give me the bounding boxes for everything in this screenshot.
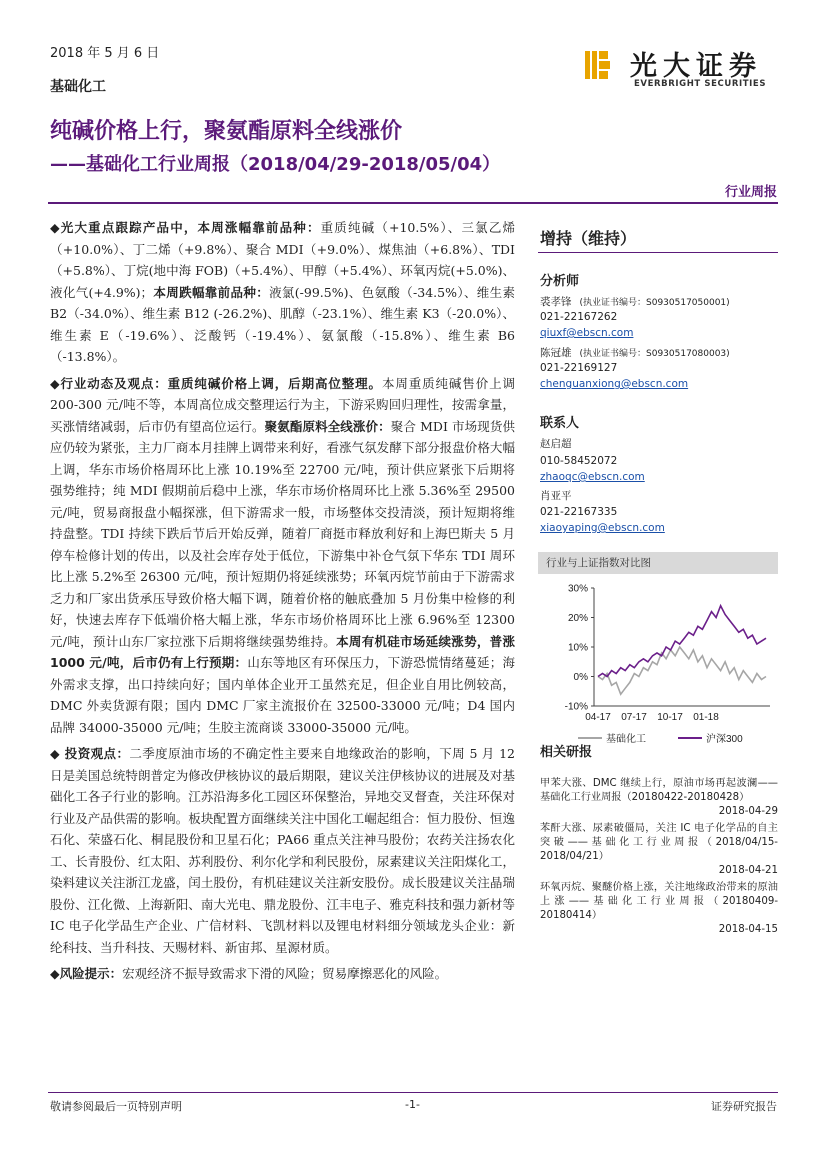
- industry-heading: ◆行业动态及观点：重质纯碱价格上调，后期高位整理。: [50, 375, 382, 391]
- contact-1-phone: 010-58452072: [540, 455, 618, 467]
- risk-text: 宏观经济不振导致需求下滑的风险；贸易摩擦恶化的风险。: [122, 966, 448, 981]
- report-subtitle: ——基础化工行业周报（2018/04/29-2018/05/04）: [50, 154, 501, 175]
- analyst-1-phone: 021-22167262: [540, 311, 618, 323]
- footer-disclaimer: 敬请参阅最后一页特别声明: [50, 1100, 182, 1113]
- research-item[interactable]: [540, 881, 778, 937]
- everbright-logo-icon: [581, 49, 613, 81]
- y-tick-label: 0%: [573, 672, 588, 683]
- research-item-date: 2018-04-15: [718, 924, 778, 935]
- y-tick-label: 10%: [567, 642, 588, 654]
- y-tick-label: 20%: [567, 613, 588, 624]
- industry-text-1: 本周重质纯碱售价上调 200-300 元/吨不等，本周高位成交整理运行为主，下游采购回归理性，按需拿量，买涨情绪减弱，后市仍有望高位运行。: [50, 375, 515, 434]
- products-up-text: 重质纯碱（+10.5%）、三氯乙烯（+10.0%）、丁二烯（+9.8%）、聚合 MDI（+9.0%）、煤焦油（+6.8%）、TDI（+5.8%）、丁烷(地中海 FOB)（+5.4%）、甲醇（+5.4%）、环氧丙烷(+5.0%)、液化气(+4.9%)；: [50, 220, 515, 300]
- series-line-hs300: [598, 606, 766, 677]
- products-down-heading: 本周跌幅靠前品种：: [153, 284, 270, 300]
- products-down-text: 液氯(-99.5%)、色氨酸（-34.5%）、维生素 B2（-34.0%）、维生素 B12 (-26.2%)、肌醇（-23.1%）、维生素 K3（-20.0%）、维生素 E（-19.6%）、泛酸钙（-19.4%）、氨氯酸（-15.8%）、维生素 B6（-13.8%）。: [50, 284, 515, 364]
- products-heading: ◆光大重点跟踪产品中，本周涨幅靠前品种：: [50, 220, 321, 235]
- chart-caption: 行业与上证指数对比图: [538, 552, 778, 574]
- contact-2-email[interactable]: xiaoyaping@ebscn.com: [540, 522, 665, 534]
- chart-svg: [538, 574, 778, 752]
- x-tick-label: 01-18: [693, 712, 719, 723]
- industry-text-3: 山东等地区有环保压力，下游恐慌情绪蔓延；海外需求支撑，出口持续向好；国内单体企业开工虽然充足，但企业自用比例较高，DMC 外卖货源有限；国内 DMC 厂家主流报价在 32500-33000 元/吨；D4 国内品牌 34000-35000 元/吨；生胶主流商谈 33000-35000 元/吨。: [50, 655, 515, 735]
- analyst-2-license: (执业证书编号：S0930517080003): [579, 349, 730, 359]
- research-item-date: 2018-04-29: [718, 806, 778, 817]
- footer-divider: [48, 1092, 778, 1093]
- x-tick-label: 04-17: [585, 712, 611, 723]
- comparison-chart: [538, 552, 778, 756]
- research-item-title: 苯酐大涨、尿素破僵局，关注 IC 电子化学品的自主突破——基础化工行业周报（2018/04/15-2018/04/21）: [540, 823, 778, 862]
- y-tick-label: -10%: [564, 701, 588, 713]
- industry-text-2: 聚合 MDI 市场现货供应仍较为紧张，主力厂商本月挂牌上调带来利好，看涨气氛发酵下部分报盘价格大幅上调，华东市场价格周环比上涨 10.19%至 22700 元/吨，预计供应紧张下后期将强势维持；纯 MDI 假期前后稳中上涨，华东市场价格周环比上涨 5.36%至 29500 元/吨，贸易商报盘小幅探涨，但下游需求一般，市场整体交投清淡，预计短期将维持盘整。TDI 持续下跌后节后开始反弹，随着厂商挺市释放利好和上海巴斯夫 5 月停车检修计划的传出，以及社会库存处于低位，下游集中补仓气氛下华东 TDI 周环比上涨 5.2%至 26300 元/吨，预计短期仍将延续涨势；环氧丙烷节前由于下游需求乏力和厂家出货承压导致价格大幅下调，随着价格的触底叠加 5 月份集中检修的利好，快速去库存下低端价格大幅上涨，华东市场价格周环比上涨 6.96%至 12300 元/吨，预计山东厂家拉涨下后期将继续强势维持。: [50, 418, 515, 649]
- logo-text-cn: 光大证券: [630, 51, 762, 82]
- contact-1-email[interactable]: zhaoqc@ebscn.com: [540, 471, 645, 483]
- analyst-1-email[interactable]: qiuxf@ebscn.com: [540, 327, 634, 339]
- analyst-2-phone: 021-22169127: [540, 362, 618, 374]
- research-item-title: 环氧丙烷、聚醚价格上涨，关注地缘政治带来的原油上涨——基础化工行业周报（20180409-20180414）: [540, 882, 778, 921]
- report-title: 纯碱价格上行，聚氨酯原料全线涨价: [50, 119, 403, 144]
- header-divider: [48, 202, 778, 204]
- contacts-title: 联系人: [540, 416, 580, 431]
- legend-label: 基础化工: [606, 734, 646, 745]
- main-body: [50, 217, 515, 990]
- research-list: [540, 777, 778, 940]
- analyst-1-name: 裘孝锋: [540, 296, 572, 308]
- x-tick-label: 10-17: [657, 712, 683, 723]
- sector-label: 基础化工: [50, 79, 106, 95]
- report-type-tag: 行业周报: [724, 185, 777, 200]
- paragraph-industry: [50, 373, 515, 739]
- legend-label: 沪深300: [706, 734, 743, 745]
- analyst-1: [540, 294, 730, 309]
- analysts-title: 分析师: [540, 274, 580, 289]
- investment-heading: ◆ 投资观点：: [50, 746, 130, 761]
- research-title: 相关研报: [540, 745, 593, 760]
- rating: 增持（维持）: [540, 229, 637, 248]
- risk-heading: ◆风险提示：: [50, 966, 123, 981]
- analyst-2: [540, 345, 730, 360]
- analyst-2-email[interactable]: chenguanxiong@ebscn.com: [540, 378, 689, 390]
- report-date: 2018 年 5 月 6 日: [50, 46, 160, 61]
- contact-1-name: 赵启超: [540, 438, 572, 450]
- footer-report-type: 证券研究报告: [711, 1100, 777, 1113]
- x-tick-label: 07-17: [621, 712, 647, 723]
- contact-2-name: 肖亚平: [540, 490, 572, 502]
- logo-text-en: EVERBRIGHT SECURITIES: [634, 79, 767, 89]
- silicone-heading: 本周有机硅市场延续涨势，普涨 1000 元/吨，后市仍有上行预期：: [50, 633, 515, 670]
- paragraph-products: [50, 217, 515, 368]
- research-item[interactable]: [540, 777, 778, 819]
- research-item-date: 2018-04-21: [718, 865, 778, 876]
- analyst-1-license: (执业证书编号：S0930517050001): [579, 298, 730, 308]
- paragraph-investment: [50, 743, 515, 958]
- paragraph-risk: [50, 963, 515, 985]
- contact-2-phone: 021-22167335: [540, 506, 618, 518]
- rating-divider: [538, 252, 778, 253]
- polyurethane-heading: 聚氨酯原料全线涨价：: [264, 418, 391, 434]
- series-line-chemical: [598, 647, 766, 694]
- analyst-2-name: 陈冠雄: [540, 347, 572, 359]
- y-tick-label: 30%: [567, 583, 588, 595]
- research-item-title: 甲苯大涨、DMC 继续上行，原油市场再起波澜——基础化工行业周报（20180422-20180428）: [540, 778, 778, 803]
- research-item[interactable]: [540, 822, 778, 878]
- investment-text: 二季度原油市场的不确定性主要来自地缘政治的影响，下周 5 月 12 日是美国总统特朗普定为修改伊核协议的最后期限，建议关注伊核协议的进展及对基础化工各子行业的影响。江苏沿海多化工园区环保整治，异地交叉督查，关注环保对行业及产品供需的影响。板块配置方面继续关注中国化工崛起组合：恒力股份、恒逸石化、荣盛石化、桐昆股份和卫星石化；PA66 重点关注神马股份；农药关注扬农化工、长青股份、红太阳、苏利股份、利尔化学和利民股份，尿素建议关注阳煤化工，染料建议关注浙江龙盛，闰土股份，有机硅建议关注新安股份。成长股建议关注晶瑞股份、江化微、上海新阳、南大光电、鼎龙股份、江丰电子、雅克科技和强力新材等 IC 电子化学品生产企业、广信材料、飞凯材料以及锂电材料细分领域龙头企业：新纶科技、当升科技、天赐材料、新宙邦、星源材质。: [50, 746, 516, 955]
- page-number: -1-: [405, 1098, 420, 1111]
